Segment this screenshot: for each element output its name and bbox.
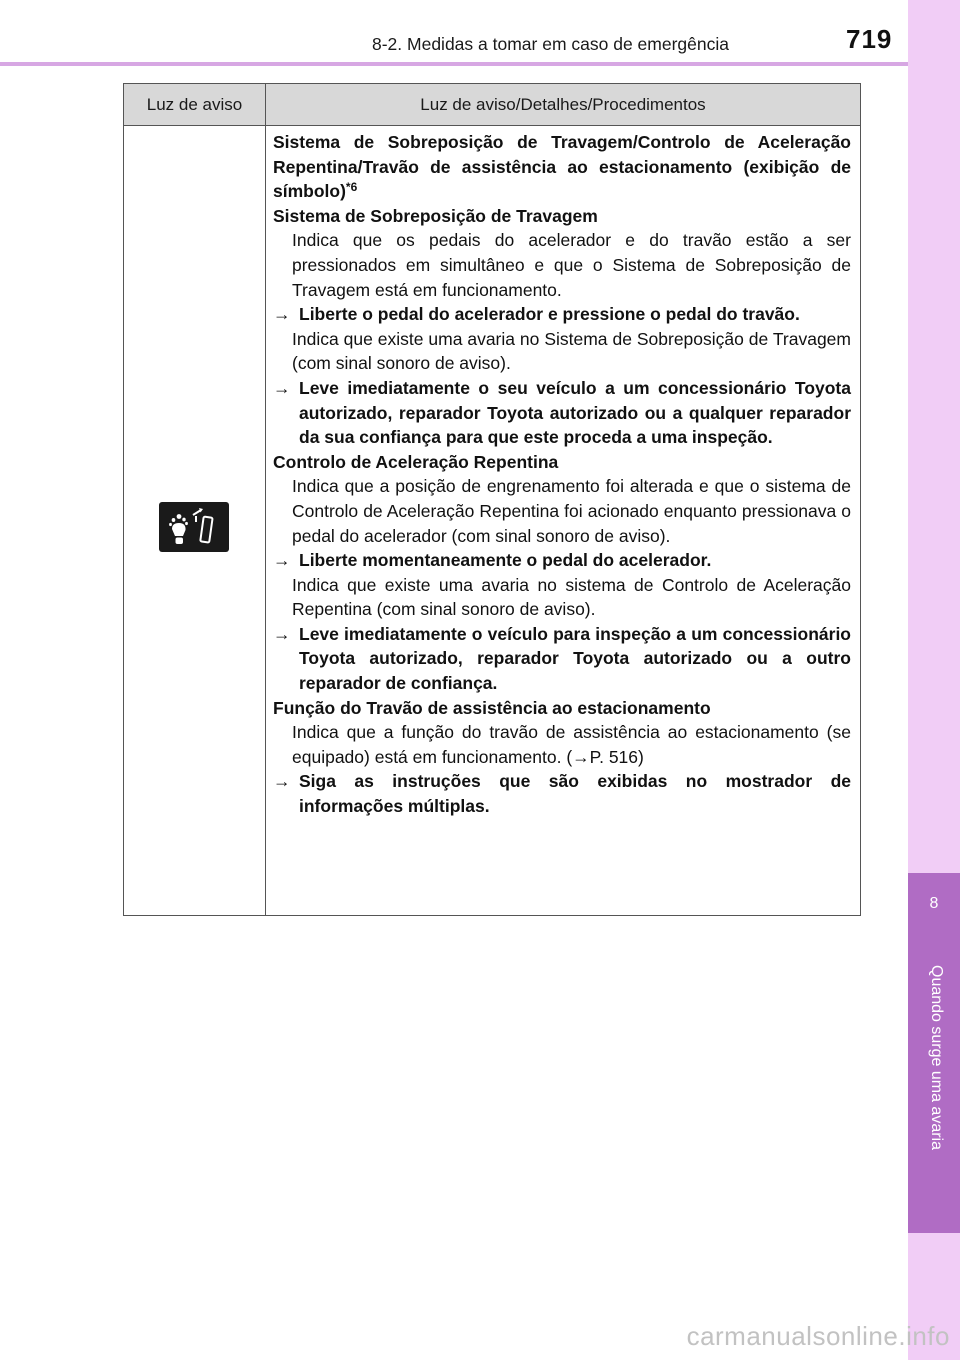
brake-override-pedal-icon (159, 502, 229, 552)
arrow-icon: → (273, 623, 291, 644)
header-rule (0, 62, 908, 66)
watermark: carmanualsonline.info (686, 1321, 950, 1351)
procedure-step: → Siga as instruções que são exibidas no mostrador de informações múltiplas. (273, 771, 851, 817)
details-cell (273, 130, 851, 819)
page-reference[interactable]: P. 516) (589, 746, 644, 767)
brake-override-pedal-icon (159, 502, 229, 552)
paragraph: Indica que os pedais do acelerador e do travão estão a ser pressionados em simultâneo e que o Sistema de Sobreposição de Travagem está em funcionamento. (292, 230, 851, 300)
arrow-icon: → (273, 304, 291, 325)
procedure-step: → Leve imediatamente o seu veículo a um concessionário Toyota autorizado, reparador Toyota autorizado ou a qualquer reparador da sua confiança para que este proceda a uma inspeção. (273, 377, 851, 448)
section-heading-parking-assist-brake: Função do Travão de assistência ao estacionamento (273, 697, 711, 718)
arrow-icon: → (273, 550, 291, 571)
procedure-step: → Liberte momentaneamente o pedal do acelerador. (273, 548, 851, 573)
chapter-tab (908, 873, 960, 1233)
section-title: 8-2. Medidas a tomar em caso de emergência (372, 34, 729, 54)
arrow-icon: → (273, 771, 291, 792)
procedure-step: → Leve imediatamente o veículo para inspeção a um concessionário Toyota autorizado, reparador Toyota autorizado ou a outro reparador de confiança. (273, 623, 851, 694)
entry-title: Sistema de Sobreposição de Travagem/Controlo de Aceleração Repentina/Travão de assistência ao estacionamento (exibição de símbolo)$^{*6}$ (273, 132, 851, 202)
page-number: 719 (846, 24, 893, 54)
arrow-icon: → (273, 377, 291, 398)
section-heading-brake-override: Sistema de Sobreposição de Travagem (273, 205, 598, 226)
chapter-label: Quando surge uma avaria (928, 965, 945, 1150)
column-divider (265, 84, 266, 915)
paragraph: Indica que a posição de engrenamento foi alterada e que o sistema de Controlo de Aceleração Repentina foi acionado enquanto pressionava o pedal do acelerador (com sinal sonoro de aviso). (292, 476, 851, 546)
arrow-icon: → (572, 746, 590, 767)
paragraph: Indica que existe uma avaria no sistema de Controlo de Aceleração Repentina (com sinal sonoro de aviso). (292, 574, 851, 620)
section-heading-sudden-acceleration: Controlo de Aceleração Repentina (273, 451, 559, 472)
footnote-ref: *6 (345, 180, 358, 195)
col-header-details: Luz de aviso/Detalhes/Procedimentos (420, 95, 706, 114)
procedure-step: → Liberte o pedal do acelerador e pressione o pedal do travão. (273, 302, 851, 327)
paragraph: Indica que existe uma avaria no Sistema de Sobreposição de Travagem (com sinal sonoro de aviso). (292, 328, 851, 374)
col-header-warning-light: Luz de aviso (146, 95, 243, 114)
warning-light-table (123, 83, 861, 916)
paragraph: Indica que a função do travão de assistência ao estacionamento (se equipado) está em funcionamento. (→P. 516) (292, 722, 851, 767)
table-header-row (124, 84, 860, 126)
chapter-number: 8 (929, 895, 939, 912)
